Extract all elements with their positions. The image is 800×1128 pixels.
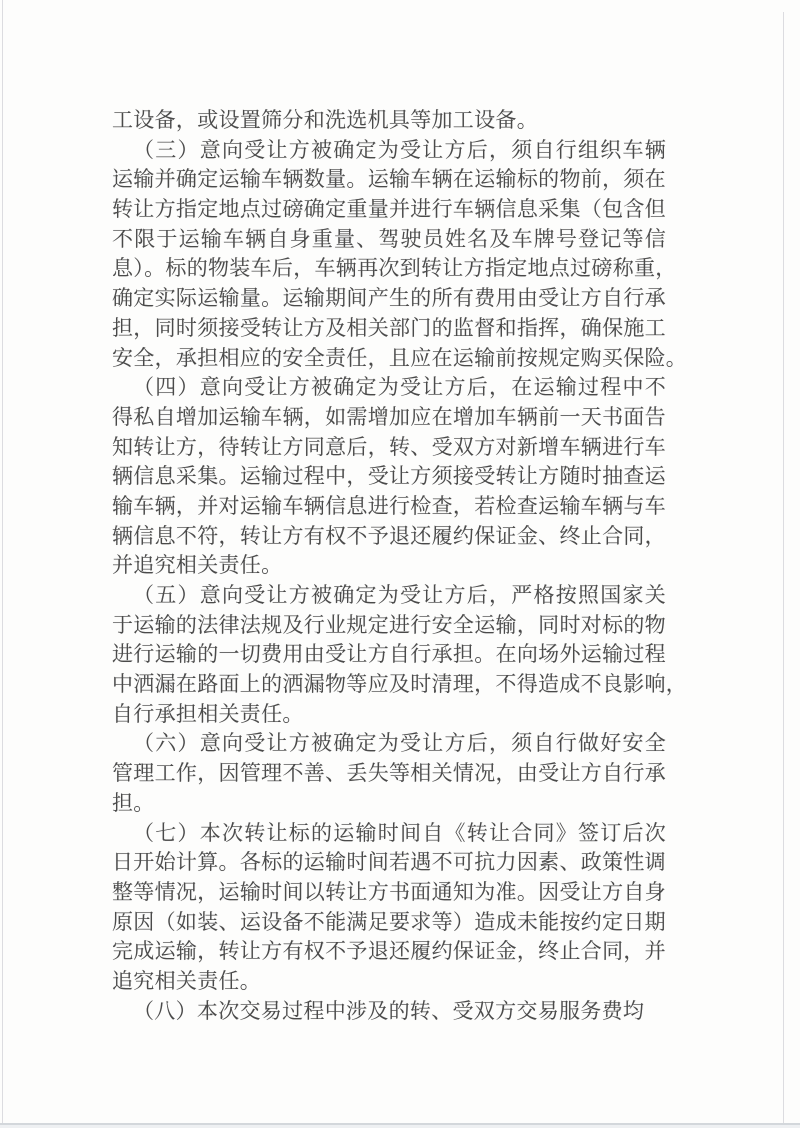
document-line: 管理工作，因管理不善、丢失等相关情况，由受让方自行承 — [112, 761, 666, 786]
document-line: 并追究相关责任。 — [112, 553, 283, 578]
page-edge-right — [783, 12, 784, 1124]
document-line: （四）意向受让方被确定为受让方后，在运输过程中不 — [133, 375, 666, 400]
document-line: 运输并确定运输车辆数量。运输车辆在运输标的物前，须在 — [112, 167, 666, 192]
document-line: 原因（如装、运设备不能满足要求等）造成未能按约定日期 — [112, 909, 666, 934]
document-line: （五）意向受让方被确定为受让方后，严格按照国家关 — [133, 583, 666, 607]
document-line: 安全，承担相应的安全责任，且应在运输前按规定购买保险。 — [112, 345, 688, 370]
document-body — [112, 106, 688, 1026]
document-line: 知转让方，待转让方同意后，转、受双方对新增车辆进行车 — [112, 434, 666, 459]
document-line: 不限于运输车辆自身重量、驾驶员姓名及车牌号登记等信 — [112, 226, 666, 251]
document-line: （三）意向受让方被确定为受让方后，须自行组织车辆 — [133, 137, 666, 162]
document-line: 工设备，或设置筛分和洗选机具等加工设备。 — [112, 108, 538, 132]
document-line: 日开始计算。各标的运输时间若遇不可抗力因素、政策性调 — [112, 850, 666, 875]
document-line: 输车辆，并对运输车辆信息进行检查，若检查运输车辆与车 — [112, 493, 666, 518]
page-edge-left — [2, 0, 3, 1124]
document-line: 担。 — [112, 790, 155, 815]
document-line: 进行运输的一切费用由受让方自行承担。在向场外运输过程 — [112, 642, 666, 667]
document-line: 于运输的法律法规及行业规定进行安全运输，同时对标的物 — [112, 612, 666, 637]
document-line: （八）本次交易过程中涉及的转、受双方交易服务费均 — [133, 998, 645, 1023]
document-line: 得私自增加运输车辆，如需增加应在增加车辆前一天书面告 — [112, 404, 666, 429]
document-line: 息）。标的物装车后，车辆再次到转让方指定地点过磅称重， — [112, 256, 677, 281]
document-line: 中洒漏在路面上的洒漏物等应及时清理，不得造成不良影响， — [112, 672, 688, 697]
document-line: 辆信息采集。运输过程中，受让方须接受转让方随时抽查运 — [112, 464, 666, 489]
document-line: 辆信息不符，转让方有权不予退还履约保证金、终止合同， — [112, 523, 666, 548]
document-line: 转让方指定地点过磅确定重量并进行车辆信息采集（包含但 — [112, 197, 666, 222]
document-line: 确定实际运输量。运输期间产生的所有费用由受让方自行承 — [112, 286, 666, 311]
document-line: 整等情况，运输时间以转让方书面通知为准。因受让方自身 — [112, 879, 666, 904]
document-line: 自行承担相关责任。 — [112, 701, 304, 726]
document-line: 追究相关责任。 — [112, 968, 262, 993]
document-line: （七）本次转让标的运输时间自《转让合同》签订后次 — [133, 820, 666, 845]
document-line: 完成运输，转让方有权不予退还履约保证金，终止合同，并 — [112, 939, 666, 964]
document-line: 担，同时须接受转让方及相关部门的监督和指挥，确保施工 — [112, 315, 666, 340]
document-line: （六）意向受让方被确定为受让方后，须自行做好安全 — [133, 731, 666, 756]
